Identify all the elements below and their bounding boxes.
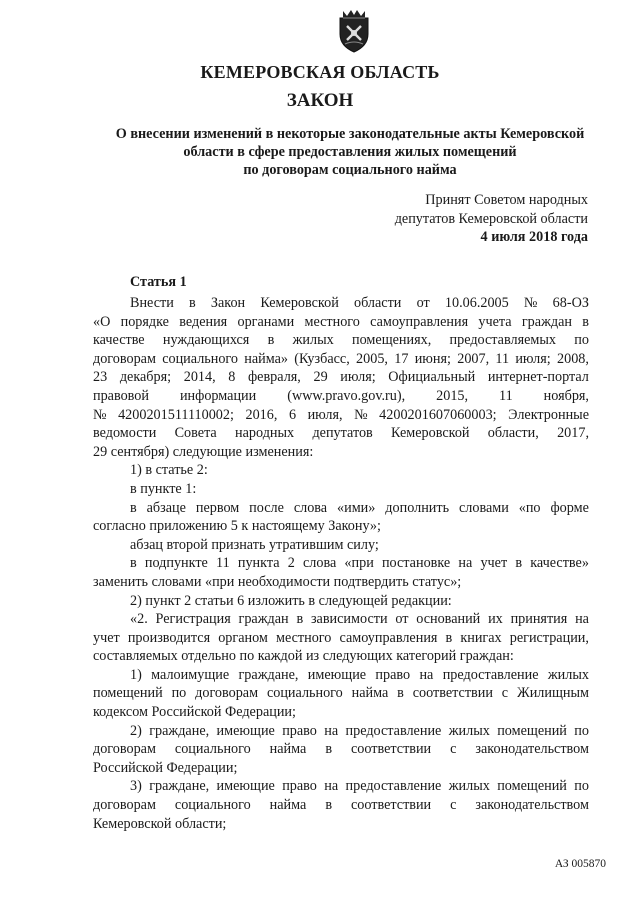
article-line: заменить словами «при необходимости подтвердить статус»;	[93, 573, 462, 590]
article-line: «О порядке ведения органами местного самоуправления учета граждан в	[93, 313, 589, 330]
article-line: в пункте 1:	[130, 480, 197, 497]
article-title: Статья 1	[130, 274, 187, 290]
article-line: 2) пункт 2 статьи 6 изложить в следующей редакции:	[130, 592, 452, 609]
subject-line: по договорам социального найма	[243, 162, 457, 178]
article-line: ведомости Совета народных депутатов Кемеровской области, 2017,	[93, 425, 589, 442]
adoption-line: депутатов Кемеровской области	[394, 210, 588, 227]
article-line: договорам социального найма в соответствии с законодательством	[93, 741, 589, 758]
article-line: абзац второй признать утратившим силу;	[130, 536, 379, 553]
region-title: КЕМЕРОВСКАЯ ОБЛАСТЬ	[200, 62, 440, 82]
article-line: Российской Федерации;	[93, 759, 238, 776]
article-line: согласно приложению 5 к настоящему Закону»;	[93, 518, 381, 535]
article-line: договорам социального найма» (Кузбасс, 2005, 17 июня; 2007, 11 июля; 2008,	[93, 350, 589, 367]
adoption-block	[395, 191, 588, 247]
article-line: в абзаце первом после слова «ими» дополнить словами «по форме	[130, 499, 589, 516]
article-line: договорам социального найма в соответствии с законодательством	[93, 797, 589, 814]
article-line: правовой информации (www.pravo.gov.ru), 2015, 11 ноября,	[93, 387, 589, 404]
adoption-date: 4 июля 2018 года	[480, 229, 588, 245]
article-line: № 4200201511110002; 2016, 6 июля, № 4200201607060003; Электронные	[93, 406, 589, 423]
article-line: качестве нуждающихся в жилых помещениях, предоставляемых по	[93, 332, 589, 349]
article-line: 2) граждане, имеющие право на предоставление жилых помещений по	[130, 722, 589, 739]
subject-line: О внесении изменений в некоторые законодательные акты Кемеровской	[115, 126, 585, 142]
article-line: в подпункте 11 пункта 2 слова «при постановке на учет в качестве»	[130, 555, 589, 572]
article-line: 1) малоимущие граждане, имеющие право на предоставление жилых	[130, 666, 589, 683]
article-line: учет производится органом местного самоуправления в книгах регистрации,	[93, 629, 589, 646]
article-line: 1) в статье 2:	[130, 462, 208, 479]
article-line: кодексом Российской Федерации;	[93, 704, 296, 721]
law-subject	[80, 125, 620, 179]
coat-of-arms-icon	[334, 8, 374, 54]
article-line: составляемых отдельно по каждой из следующих категорий граждан:	[93, 648, 514, 665]
article-line: «2. Регистрация граждан в зависимости от оснований их принятия на	[130, 611, 589, 628]
document-type: ЗАКОН	[286, 90, 354, 111]
article-line: Кемеровской области;	[93, 815, 227, 832]
form-code: АЗ 005870	[554, 858, 606, 870]
subject-line: области в сфере предоставления жилых помещений	[183, 144, 517, 160]
article-line: помещений по договорам социального найма в соответствии с Жилищным	[93, 685, 589, 702]
article-line: Внести в Закон Кемеровской области от 10.06.2005 № 68-ОЗ	[130, 295, 589, 311]
adoption-line: Принят Советом народных	[425, 192, 588, 208]
article-line: 23 декабря; 2014, 8 февраля, 29 июля; Официальный интернет-портал	[93, 369, 589, 386]
article-line: 29 сентября) следующие изменения:	[93, 443, 314, 460]
article-text	[93, 294, 589, 833]
article-line: 3) граждане, имеющие право на предоставление жилых помещений по	[130, 778, 589, 795]
